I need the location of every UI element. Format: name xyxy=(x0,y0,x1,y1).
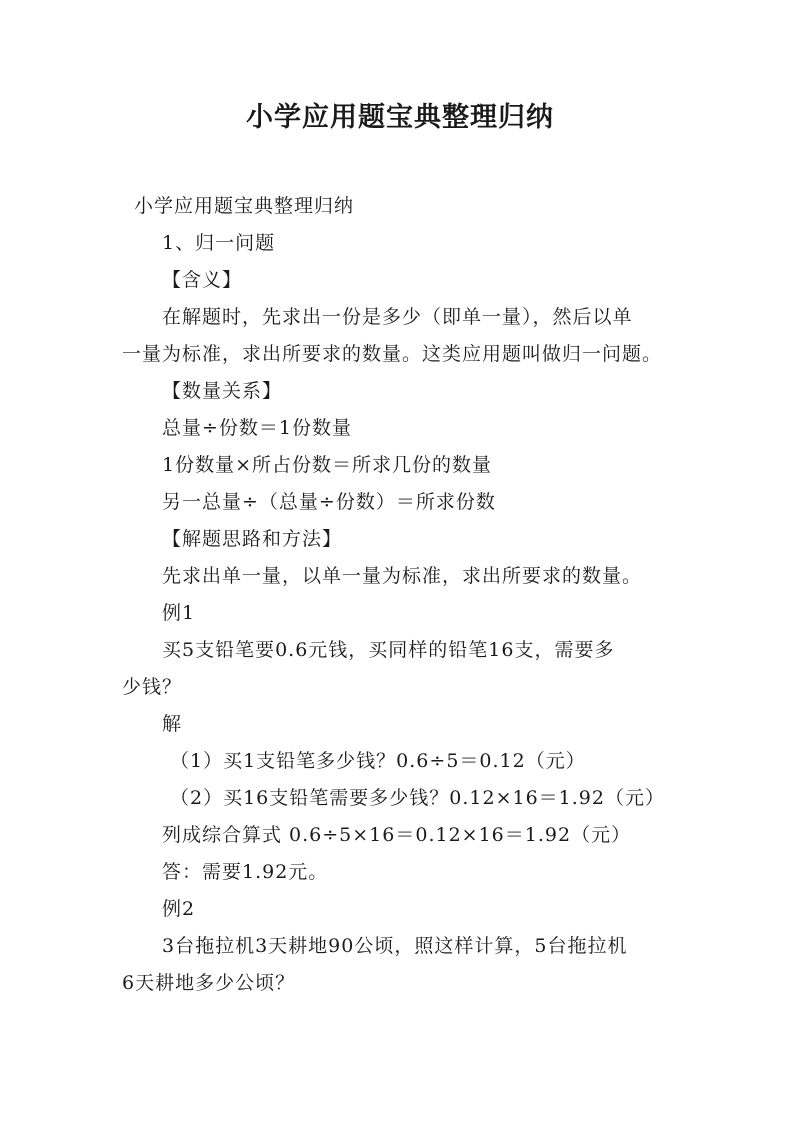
body-heading: 小学应用题宝典整理归纳 xyxy=(134,195,355,217)
paragraph-line: 在解题时，先求出一份是多少（即单一量），然后以单 xyxy=(162,306,633,328)
subheading-method: 【解题思路和方法】 xyxy=(162,528,343,550)
formula-line: 总量÷份数＝1份数量 xyxy=(162,417,353,439)
example-label: 例1 xyxy=(162,602,196,624)
document-body xyxy=(122,188,688,1002)
paragraph-line: 3台拖拉机3天耕地90公顷，照这样计算，5台拖拉机 xyxy=(162,935,628,957)
document-title: 小学应用题宝典整理归纳 xyxy=(246,102,554,133)
subheading-meaning: 【含义】 xyxy=(162,269,243,291)
answer-line: 答：需要1.92元。 xyxy=(162,861,329,883)
paragraph-line: 买5支铅笔要0.6元钱，买同样的铅笔16支，需要多 xyxy=(162,639,615,661)
paragraph-line: 6天耕地多少公顷？ xyxy=(122,972,296,994)
solution-step: （1）买1支铅笔多少钱？0.6÷5＝0.12（元） xyxy=(170,750,586,772)
subheading-relations: 【数量关系】 xyxy=(162,380,283,402)
example-label: 例2 xyxy=(162,898,196,920)
solution-step: （2）买16支铅笔需要多少钱？0.12×16＝1.92（元） xyxy=(170,787,665,809)
paragraph-line: 一量为标准，求出所要求的数量。这类应用题叫做归一问题。 xyxy=(122,343,663,365)
section-heading: 1、归一问题 xyxy=(162,232,276,254)
paragraph-line: 少钱？ xyxy=(122,676,183,698)
paragraph-line: 先求出单一量，以单一量为标准，求出所要求的数量。 xyxy=(162,565,643,587)
formula-line: 另一总量÷（总量÷份数）＝所求份数 xyxy=(162,491,496,513)
solution-label: 解 xyxy=(162,713,183,735)
solution-formula: 列成综合算式 0.6÷5×16＝0.12×16＝1.92（元） xyxy=(162,824,632,846)
formula-line: 1份数量×所占份数＝所求几份的数量 xyxy=(162,454,493,476)
